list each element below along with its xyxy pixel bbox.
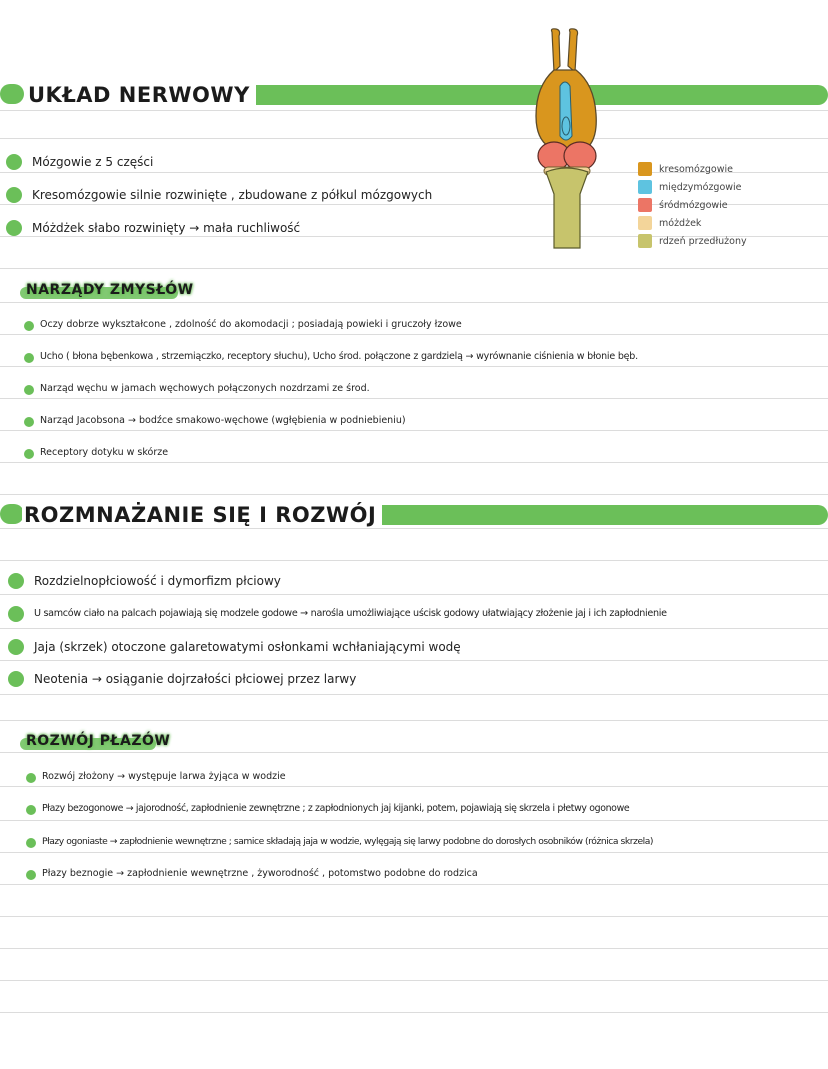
bullet-dot	[26, 773, 36, 783]
diencephalon	[560, 82, 572, 140]
olfactory-lobe-right	[568, 29, 578, 72]
bullet-dot	[24, 353, 34, 363]
bullet-dot	[24, 449, 34, 459]
legend-item: śródmózgowie	[638, 196, 828, 214]
bullet-dot	[26, 870, 36, 880]
list-item: Rozwój złożony → występuje larwa żyjąca w wodzie	[42, 771, 286, 782]
bullet-dot	[8, 606, 24, 622]
bullet-dot	[6, 154, 22, 170]
list-item: Neotenia → osiąganie dojrzałości płciowej przez larwy	[34, 672, 357, 686]
medulla	[546, 168, 588, 248]
bullet-dot	[26, 838, 36, 848]
list-item: Kresomózgowie silnie rozwinięte , zbudowane z półkul mózgowych	[32, 188, 433, 202]
list-item: Jaja (skrzek) otoczone galaretowatymi osłonkami wchłaniającymi wodę	[34, 640, 461, 654]
list-item: Receptory dotyku w skórze	[40, 447, 169, 458]
list-item: Narząd Jacobsona → bodźce smakowo-węchowe (wgłębienia w podniebieniu)	[40, 415, 406, 426]
list-item: Płazy ogoniaste → zapłodnienie wewnętrzne ; samice składają jaja w wodzie, wylęgają się larwy podobne do dorosłych osobników (różnica skrzela)	[42, 836, 654, 847]
bullet-dot	[24, 385, 34, 395]
bullet-dot	[8, 573, 24, 589]
list-item: U samców ciało na palcach pojawiają się modzele godowe → narośla umożliwiające uścisk godowy ułatwiający złożenie jaj i ich zapłodnienie	[34, 608, 667, 619]
list-item: Płazy beznogie → zapłodnienie wewnętrzne , żyworodność , potomstwo podobne do rodzica	[42, 868, 478, 879]
bullet-dot	[6, 220, 22, 236]
list-item: Móżdżek słabo rozwinięty → mała ruchliwość	[32, 221, 301, 235]
list-item: Płazy bezogonowe → jajorodność, zapłodnienie zewnętrzne ; z zapłodnionych jaj kijanki, potem, pojawiają się skrzela i płetwy ogonowe	[42, 803, 630, 814]
midbrain-right	[564, 142, 596, 170]
bullet-dot	[24, 321, 34, 331]
bullet-dot	[8, 639, 24, 655]
legend-item: móżdżek	[638, 214, 828, 232]
bullet-dot	[6, 187, 22, 203]
list-item: Narząd węchu w jamach węchowych połączonych nozdrzami ze środ.	[40, 383, 370, 394]
heading-development-title: ROZWÓJ PŁAZÓW	[26, 733, 171, 749]
list-item: Mózgowie z 5 części	[32, 155, 154, 169]
heading-senses-title: NARZĄDY ZMYSŁÓW	[26, 282, 194, 298]
bullet-dot	[24, 417, 34, 427]
legend-item: kresomózgowie	[638, 160, 828, 178]
olfactory-lobe-left	[552, 29, 561, 72]
list-item: Ucho ( błona bębenkowa , strzemiączko, receptory słuchu), Ucho środ. połączone z gardzielą → wyrównanie ciśnienia w błonie bęb.	[40, 351, 638, 362]
bullet-dot	[26, 805, 36, 815]
legend-item: rdzeń przedłużony	[638, 232, 828, 250]
legend-item: międzymózgowie	[638, 178, 828, 196]
list-item: Rozdzielnopłciowość i dymorfizm płciowy	[34, 574, 281, 588]
bullet-dot	[8, 671, 24, 687]
heading-nervous-system-title: UKŁAD NERWOWY	[26, 83, 256, 107]
list-item: Oczy dobrze wykształcone , zdolność do akomodacji ; posiadają powieki i gruczoły łzowe	[40, 319, 462, 330]
heading-reproduction-title: ROZMNAŻANIE SIĘ I ROZWÓJ	[22, 503, 382, 527]
brain-diagram	[530, 26, 610, 254]
